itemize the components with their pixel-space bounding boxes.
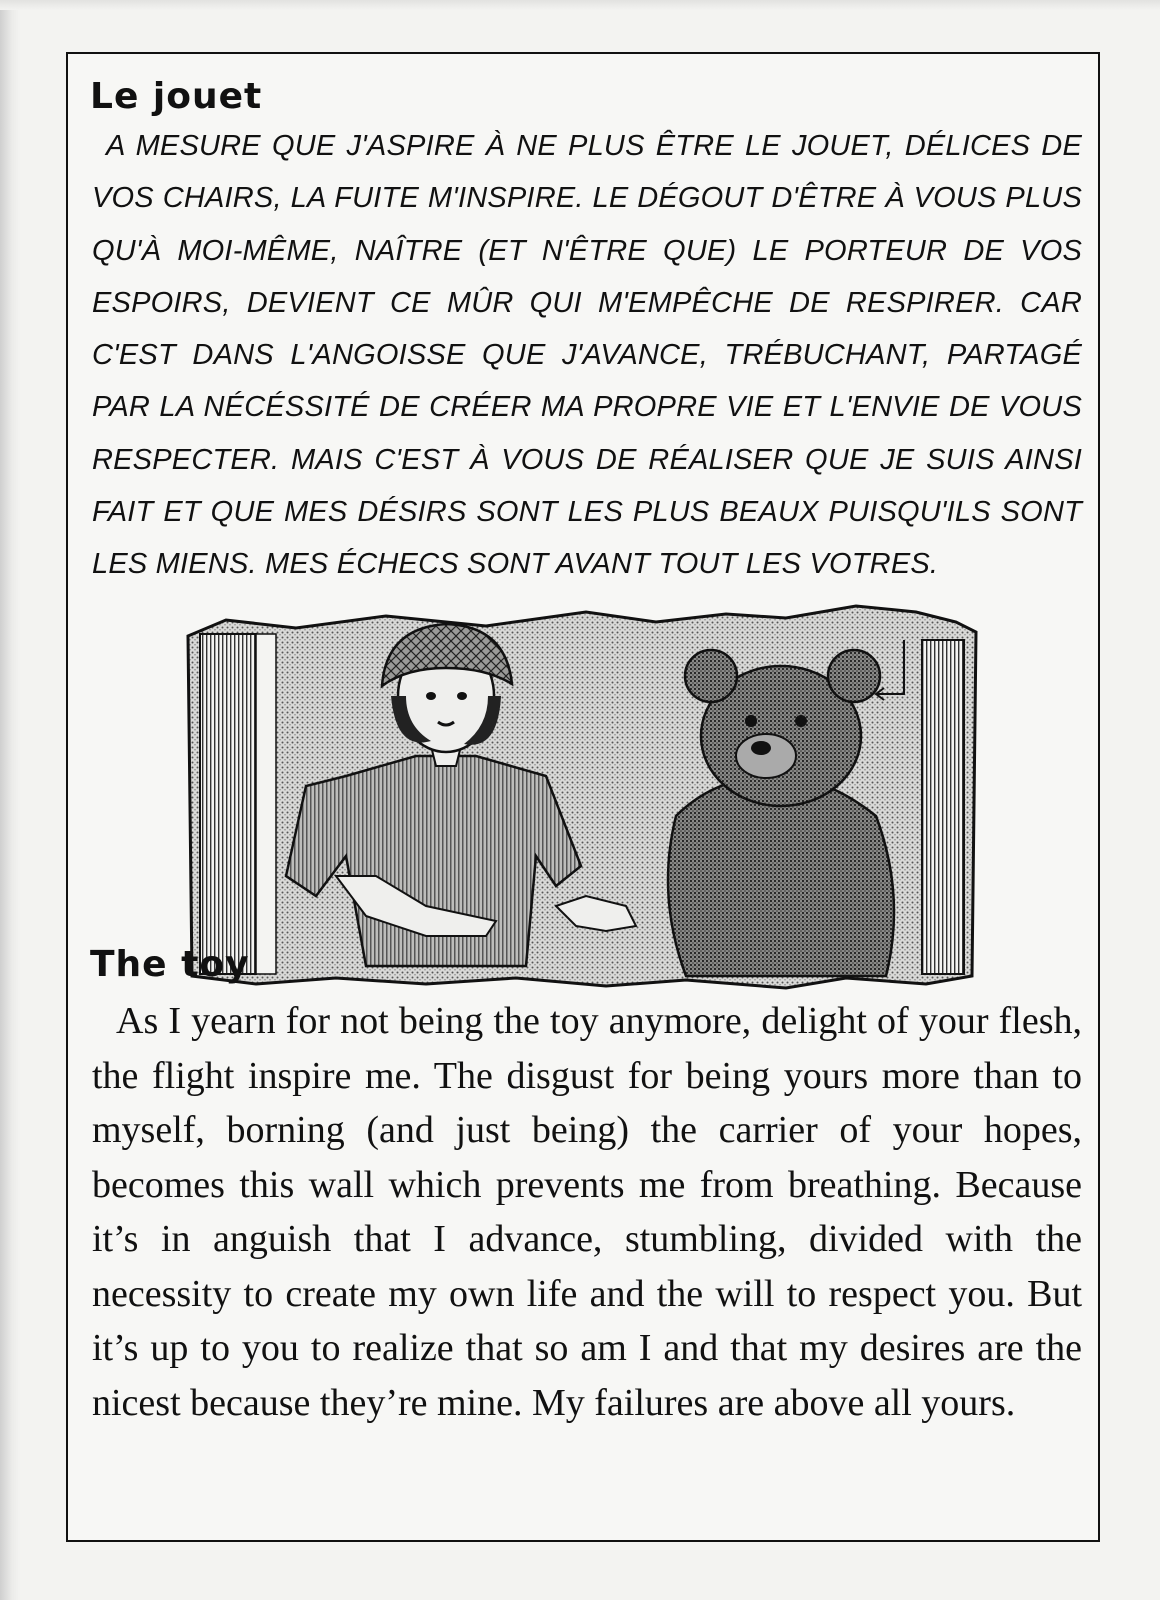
teddy-bear-figure xyxy=(668,650,894,976)
english-paragraph: As I yearn for not being the toy anymore, delight of your flesh, the flight inspire me. The disgust for being yours more than to myself, borning (and just being) the carrier of your hopes, becomes this wall which prevents me from breathing. Because it’s in anguish that I advance, stumbling, divided with the necessity to create my own life and the will to respect you. But it’s up to you to realize that so am I and that my desires are the nicest because they’re mine. My failures are above all yours. xyxy=(92,1000,1082,1424)
doll-and-teddy-bear-illustration xyxy=(186,576,986,996)
left-curtain xyxy=(200,634,256,974)
book-spine-shadow xyxy=(0,0,20,1600)
french-title: Le jouet xyxy=(90,76,263,117)
english-title: The toy xyxy=(90,944,250,985)
right-curtain xyxy=(922,640,964,974)
text-frame xyxy=(66,52,1100,1542)
page-top-edge xyxy=(0,0,1160,10)
french-paragraph: A MESURE QUE J'ASPIRE À NE PLUS ÊTRE LE JOUET, DÉLICES DE VOS CHAIRS, LA FUITE M'INSPIRE. LE DÉGOUT D'ÊTRE À VOUS PLUS QU'À MOI-MÊME, NAÎTRE (ET N'ÊTRE QUE) LE PORTEUR DE VOS ESPOIRS, DEVIENT CE MÛR QUI M'EMPÊCHE DE RESPIRER. CAR C'EST DANS L'ANGOISSE QUE J'AVANCE, TRÉBUCHANT, PARTAGÉ PAR LA NÉCÉSSITÉ DE CRÉER MA PROPRE VIE ET L'ENVIE DE VOUS RESPECTER. MAIS C'EST À VOUS DE RÉALISER QUE JE SUIS AINSI FAIT ET QUE MES DÉSIRS SONT LES PLUS BEAUX PUISQU'ILS SONT LES MIENS. MES ÉCHECS SONT AVANT TOUT LES VOTRES. xyxy=(92,130,1082,581)
